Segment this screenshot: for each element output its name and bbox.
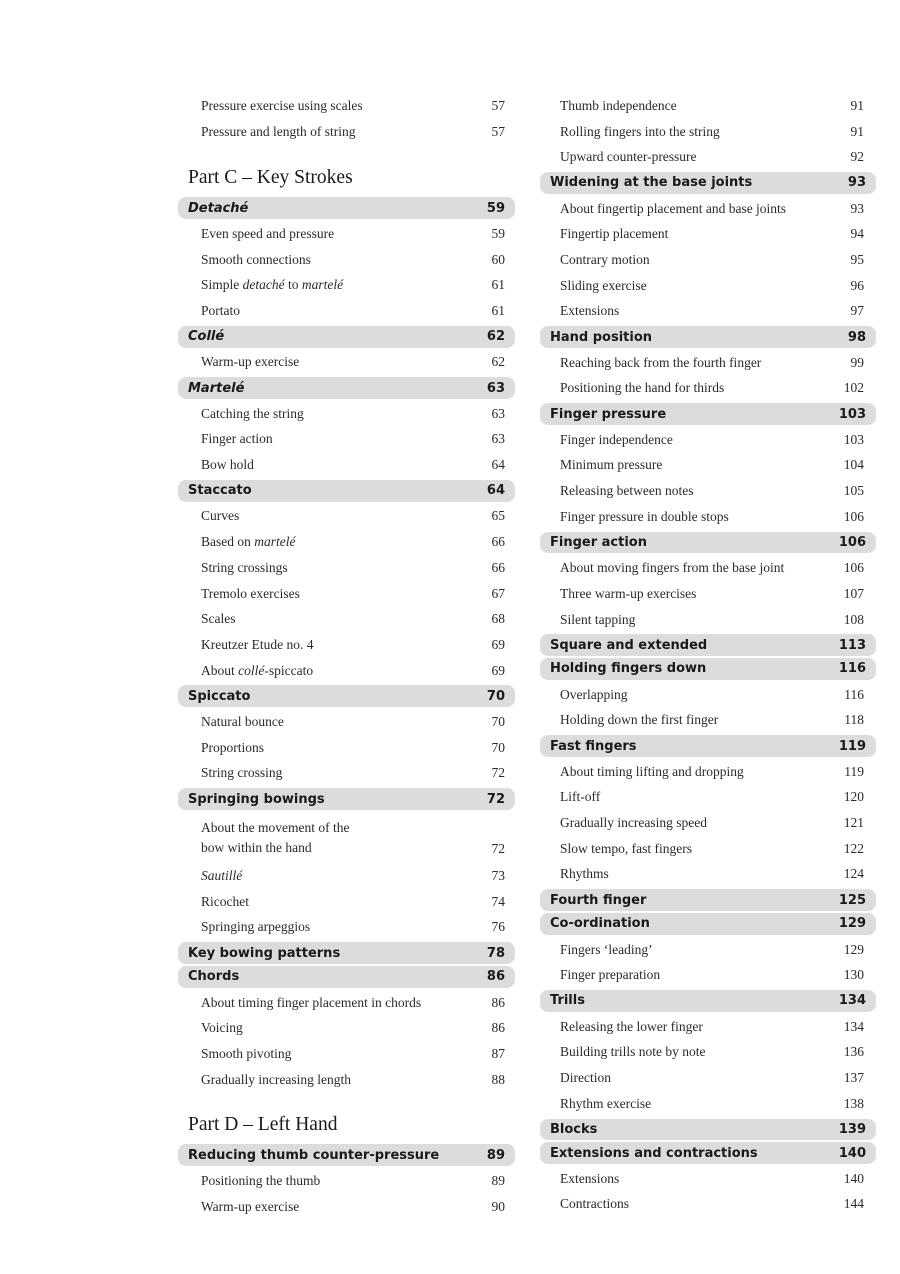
toc-title-italic: martelé xyxy=(254,534,296,550)
toc-title: Key bowing patterns xyxy=(188,945,341,961)
toc-page-number: 103 xyxy=(838,406,866,422)
toc-page-number: 59 xyxy=(491,225,505,241)
toc-entry[interactable] xyxy=(178,93,515,119)
toc-page-number: 68 xyxy=(491,611,505,627)
toc-title: Spiccato xyxy=(188,688,251,704)
toc-title: Minimum pressure xyxy=(560,457,663,473)
toc-entry[interactable] xyxy=(540,1014,876,1040)
toc-title: Smooth connections xyxy=(201,251,311,267)
toc-entry[interactable] xyxy=(178,1041,515,1067)
toc-page-number: 144 xyxy=(843,1196,864,1212)
toc-page-number: 97 xyxy=(850,303,864,319)
toc-title-italic: Sautillé xyxy=(201,868,243,884)
toc-title: Gradually increasing length xyxy=(201,1071,351,1087)
toc-title: Square and extended xyxy=(550,637,708,653)
toc-title: Three warm-up exercises xyxy=(560,585,697,601)
toc-page-number: 86 xyxy=(486,969,505,985)
toc-page-number: 59 xyxy=(486,200,505,216)
toc-entry[interactable] xyxy=(178,632,515,658)
toc-section-header[interactable] xyxy=(178,377,515,399)
toc-title: Staccato xyxy=(188,483,252,499)
toc-page-number: 69 xyxy=(491,662,505,678)
toc-page-number: 57 xyxy=(491,123,505,139)
toc-entry[interactable] xyxy=(178,401,515,427)
toc-page-number: 61 xyxy=(491,277,505,293)
toc-page-number: 70 xyxy=(491,739,505,755)
toc-title: Extensions and contractions xyxy=(550,1145,758,1161)
toc-entry[interactable] xyxy=(540,196,876,222)
toc-entry[interactable] xyxy=(540,221,876,247)
toc-title: Finger pressure in double stops xyxy=(560,508,729,524)
toc-title xyxy=(201,868,242,884)
toc-title-part: -spiccato xyxy=(264,662,314,678)
toc-page-number: 113 xyxy=(838,637,866,653)
toc-page-number: 106 xyxy=(843,508,864,524)
toc-title: Gradually increasing speed xyxy=(560,815,707,831)
toc-title: Finger pressure xyxy=(550,406,667,422)
toc-entry[interactable] xyxy=(540,937,876,963)
toc-page-number: 106 xyxy=(843,560,864,576)
toc-section-header[interactable] xyxy=(178,942,515,964)
toc-page-number: 104 xyxy=(843,457,864,473)
toc-entry[interactable] xyxy=(178,298,515,324)
toc-page-number: 134 xyxy=(838,993,866,1009)
toc-entry[interactable] xyxy=(178,427,515,453)
toc-page-number: 125 xyxy=(838,892,866,908)
toc-page-number: 89 xyxy=(486,1147,505,1163)
toc-section-header[interactable] xyxy=(178,966,515,988)
toc-page-number: 137 xyxy=(843,1069,864,1085)
toc-entry[interactable] xyxy=(540,1166,876,1192)
toc-page-number: 73 xyxy=(491,868,505,884)
toc-entry[interactable] xyxy=(178,735,515,761)
toc-title: Rolling fingers into the string xyxy=(560,123,720,139)
toc-section-header[interactable] xyxy=(540,1142,876,1164)
toc-title-italic: collé xyxy=(238,662,265,678)
toc-title-part: Simple xyxy=(201,277,243,293)
toc-page-number: 88 xyxy=(491,1071,505,1087)
toc-entry[interactable] xyxy=(540,962,876,988)
toc-page-number: 116 xyxy=(838,661,866,677)
toc-entry[interactable] xyxy=(178,221,515,247)
toc-entry[interactable] xyxy=(540,581,876,607)
toc-title: Widening at the base joints xyxy=(550,175,753,191)
toc-entry[interactable] xyxy=(540,1192,876,1218)
toc-section-header[interactable] xyxy=(540,889,876,911)
toc-title: Co-ordination xyxy=(550,916,650,932)
toc-section-header[interactable] xyxy=(540,990,876,1012)
toc-title-italic: detaché xyxy=(242,277,285,293)
toc-page-number: 64 xyxy=(486,483,505,499)
toc-entry[interactable] xyxy=(540,273,876,299)
toc-page-number: 129 xyxy=(843,941,864,957)
toc-page-number: 76 xyxy=(491,919,505,935)
toc-title: Sliding exercise xyxy=(560,277,647,293)
toc-entry[interactable] xyxy=(540,836,876,862)
toc-page-number: 60 xyxy=(491,251,505,267)
toc-page-number: 105 xyxy=(843,483,864,499)
toc-page-number: 63 xyxy=(486,380,505,396)
toc-title: Pressure exercise using scales xyxy=(201,97,363,113)
toc-title: Portato xyxy=(201,302,240,318)
toc-title: Pressure and length of string xyxy=(201,123,356,139)
toc-entry[interactable] xyxy=(540,144,876,170)
toc-section-header[interactable] xyxy=(178,480,515,502)
toc-title: Warm-up exercise xyxy=(201,354,300,370)
toc-page-number: 140 xyxy=(838,1145,866,1161)
toc-page-number: 129 xyxy=(838,916,866,932)
toc-title-italic: martelé xyxy=(301,277,344,293)
toc-title-part: Based on xyxy=(201,534,255,550)
toc-page-number: 106 xyxy=(838,535,866,551)
toc-title: Holding down the first finger xyxy=(560,712,719,728)
toc-page-number: 134 xyxy=(843,1018,864,1034)
toc-entry[interactable] xyxy=(178,889,515,915)
toc-title-line: About the movement of the xyxy=(201,819,350,835)
toc-page-number: 99 xyxy=(850,354,864,370)
toc-title: About timing lifting and dropping xyxy=(560,763,744,779)
toc-entry[interactable] xyxy=(540,862,876,888)
toc-title: Even speed and pressure xyxy=(201,225,335,241)
toc-entry[interactable] xyxy=(540,453,876,479)
toc-title: Releasing between notes xyxy=(560,483,694,499)
toc-entry[interactable] xyxy=(178,606,515,632)
toc-title: Finger action xyxy=(550,535,647,551)
toc-page-number: 116 xyxy=(844,686,864,702)
toc-entry[interactable] xyxy=(540,1091,876,1117)
toc-title: Curves xyxy=(201,508,240,524)
toc-page-number: 70 xyxy=(486,688,505,704)
toc-title: String crossings xyxy=(201,559,288,575)
toc-section-header[interactable] xyxy=(178,1144,515,1166)
toc-title: Scales xyxy=(201,611,236,627)
toc-entry[interactable] xyxy=(178,529,515,555)
toc-title: Thumb independence xyxy=(560,97,677,113)
toc-page-number: 62 xyxy=(491,354,505,370)
toc-title: Catching the string xyxy=(201,405,304,421)
toc-title: Contrary motion xyxy=(560,251,650,267)
toc-page-number: 86 xyxy=(491,1020,505,1036)
toc-entry[interactable] xyxy=(178,1067,515,1093)
toc-title xyxy=(201,534,296,550)
toc-page-number: 138 xyxy=(843,1095,864,1111)
toc-title: String crossing xyxy=(201,765,283,781)
toc-page-number: 92 xyxy=(850,149,864,165)
toc-page-number: 95 xyxy=(850,251,864,267)
toc-section-header[interactable] xyxy=(178,326,515,348)
toc-page-number: 63 xyxy=(491,405,505,421)
toc-entry[interactable] xyxy=(540,759,876,785)
toc-page-number: 130 xyxy=(843,967,864,983)
part-title: Part C – Key Strokes xyxy=(188,167,353,189)
toc-title: Extensions xyxy=(560,303,620,319)
toc-entry[interactable] xyxy=(540,708,876,734)
toc-title: Finger independence xyxy=(560,431,673,447)
toc-entry[interactable] xyxy=(540,247,876,273)
toc-title: Springing arpeggios xyxy=(201,919,311,935)
toc-title: Bow hold xyxy=(201,457,254,473)
toc-title-line: bow within the hand xyxy=(201,839,312,855)
toc-page-number: 66 xyxy=(491,534,505,550)
toc-left-column xyxy=(178,93,515,1220)
toc-title: Springing bowings xyxy=(188,791,325,807)
toc-title: Natural bounce xyxy=(201,713,284,729)
toc-title: Building trills note by note xyxy=(560,1044,706,1060)
toc-page-number: 98 xyxy=(847,329,866,345)
toc-title: Releasing the lower finger xyxy=(560,1018,703,1034)
toc-page-number: 139 xyxy=(838,1121,866,1137)
toc-page-number: 86 xyxy=(491,994,505,1010)
toc-page-number: 124 xyxy=(843,866,864,882)
toc-section-header[interactable] xyxy=(540,403,876,425)
toc-entry[interactable] xyxy=(540,1039,876,1065)
toc-section-header[interactable] xyxy=(540,658,876,680)
toc-title: Positioning the thumb xyxy=(201,1172,321,1188)
toc-entry[interactable] xyxy=(540,785,876,811)
toc-entry[interactable] xyxy=(540,1065,876,1091)
toc-title: Rhythm exercise xyxy=(560,1095,652,1111)
toc-title: Finger action xyxy=(201,431,273,447)
toc-title: Positioning the hand for thirds xyxy=(560,380,725,396)
toc-entry[interactable] xyxy=(540,93,876,119)
toc-section-header[interactable] xyxy=(178,197,515,219)
toc-entry[interactable] xyxy=(178,272,515,298)
toc-entry[interactable] xyxy=(540,504,876,530)
part-heading xyxy=(178,144,515,195)
toc-page-number: 107 xyxy=(843,585,864,601)
toc-entry[interactable] xyxy=(540,607,876,633)
toc-entry[interactable] xyxy=(178,863,515,889)
toc-page-number: 103 xyxy=(843,431,864,447)
toc-title: Detaché xyxy=(188,200,249,216)
toc-title: Contractions xyxy=(560,1196,629,1212)
toc-page-number: 90 xyxy=(491,1198,505,1214)
toc-title xyxy=(201,663,313,679)
toc-title: Hand position xyxy=(550,329,653,345)
part-title: Part D – Left Hand xyxy=(188,1114,338,1136)
toc-page-number: 63 xyxy=(491,431,505,447)
toc-entry[interactable] xyxy=(178,247,515,273)
toc-page-number: 119 xyxy=(844,763,864,779)
toc-entry[interactable] xyxy=(178,658,515,684)
toc-section-header[interactable] xyxy=(178,788,515,810)
toc-section-header[interactable] xyxy=(540,326,876,348)
toc-title: Reaching back from the fourth finger xyxy=(560,354,762,370)
toc-title: Fourth finger xyxy=(550,892,647,908)
toc-title: Kreutzer Etude no. 4 xyxy=(201,636,314,652)
toc-page-number: 91 xyxy=(850,97,864,113)
toc-title: Fast fingers xyxy=(550,738,637,754)
toc-title: About timing finger placement in chords xyxy=(201,994,422,1010)
toc-entry[interactable] xyxy=(178,915,515,941)
toc-title: Reducing thumb counter-pressure xyxy=(188,1147,440,1163)
toc-title: Extensions xyxy=(560,1170,620,1186)
toc-right-column xyxy=(540,93,876,1217)
toc-section-header[interactable] xyxy=(540,634,876,656)
toc-title: Direction xyxy=(560,1069,611,1085)
toc-page-number: 102 xyxy=(843,380,864,396)
toc-entry[interactable] xyxy=(540,427,876,453)
toc-entry[interactable] xyxy=(540,299,876,325)
toc-page-number: 96 xyxy=(850,277,864,293)
toc-entry[interactable] xyxy=(178,1194,515,1220)
toc-entry[interactable] xyxy=(178,812,515,863)
toc-section-header[interactable] xyxy=(178,685,515,707)
toc-page-number: 93 xyxy=(847,175,866,191)
toc-section-header[interactable] xyxy=(540,913,876,935)
toc-page-number: 62 xyxy=(486,329,505,345)
toc-page-number: 140 xyxy=(843,1170,864,1186)
toc-entry[interactable] xyxy=(540,376,876,402)
toc-entry[interactable] xyxy=(540,682,876,708)
toc-page-number: 87 xyxy=(491,1045,505,1061)
toc-section-header[interactable] xyxy=(540,532,876,554)
toc-entry[interactable] xyxy=(178,555,515,581)
toc-page-number: 108 xyxy=(843,611,864,627)
toc-title: Blocks xyxy=(550,1121,598,1137)
toc-title: Overlapping xyxy=(560,686,628,702)
toc-title-part: to xyxy=(284,277,302,293)
toc-entry[interactable] xyxy=(178,581,515,607)
toc-title: About fingertip placement and base joints xyxy=(560,200,787,216)
toc-entry[interactable] xyxy=(540,478,876,504)
toc-page-number: 72 xyxy=(491,765,505,781)
toc-title: Smooth pivoting xyxy=(201,1045,292,1061)
toc-page-number: 70 xyxy=(491,713,505,729)
toc-page-number: 93 xyxy=(850,200,864,216)
toc-title: About moving fingers from the base joint xyxy=(560,560,785,576)
toc-title xyxy=(201,818,349,858)
toc-title: Slow tempo, fast fingers xyxy=(560,840,692,856)
toc-page-number: 67 xyxy=(491,585,505,601)
toc-entry[interactable] xyxy=(540,810,876,836)
toc-entry[interactable] xyxy=(178,350,515,376)
toc-title: Tremolo exercises xyxy=(201,585,300,601)
toc-page-number: 72 xyxy=(491,841,505,857)
toc-page-number: 66 xyxy=(491,559,505,575)
toc-page-number: 136 xyxy=(843,1044,864,1060)
toc-title xyxy=(201,277,343,293)
toc-entry[interactable] xyxy=(178,709,515,735)
toc-page-number: 122 xyxy=(843,840,864,856)
toc-title: Upward counter-pressure xyxy=(560,149,697,165)
toc-entry[interactable] xyxy=(178,1168,515,1194)
toc-entry[interactable] xyxy=(178,1015,515,1041)
toc-page-number: 69 xyxy=(491,636,505,652)
toc-title: Rhythms xyxy=(560,866,609,882)
toc-title: Voicing xyxy=(201,1020,243,1036)
toc-page-number: 119 xyxy=(838,738,866,754)
toc-entry[interactable] xyxy=(540,350,876,376)
toc-entry[interactable] xyxy=(178,504,515,530)
toc-title: Proportions xyxy=(201,739,265,755)
toc-title: Collé xyxy=(188,329,225,345)
part-heading xyxy=(178,1092,515,1142)
toc-page-number: 74 xyxy=(491,893,505,909)
toc-title: Martelé xyxy=(188,380,245,396)
toc-entry[interactable] xyxy=(178,452,515,478)
toc-page-number: 72 xyxy=(486,791,505,807)
toc-title: Holding fingers down xyxy=(550,661,707,677)
toc-title: Fingers ‘leading’ xyxy=(560,941,653,957)
toc-page-number: 121 xyxy=(843,815,864,831)
toc-entry[interactable] xyxy=(178,761,515,787)
toc-page-number: 61 xyxy=(491,302,505,318)
toc-title: Silent tapping xyxy=(560,611,636,627)
toc-page-number: 78 xyxy=(486,945,505,961)
toc-page-number: 65 xyxy=(491,508,505,524)
toc-title: Fingertip placement xyxy=(560,226,669,242)
toc-title-part: About xyxy=(201,662,239,678)
toc-entry[interactable] xyxy=(178,119,515,145)
toc-page-number: 94 xyxy=(850,226,864,242)
toc-entry[interactable] xyxy=(540,555,876,581)
toc-page-number: 57 xyxy=(491,97,505,113)
toc-entry[interactable] xyxy=(178,990,515,1016)
toc-entry[interactable] xyxy=(540,119,876,145)
toc-section-header[interactable] xyxy=(540,1119,876,1141)
toc-title: Finger preparation xyxy=(560,967,661,983)
toc-title: Ricochet xyxy=(201,893,249,909)
toc-page-number: 118 xyxy=(844,712,864,728)
toc-title: Trills xyxy=(550,993,585,1009)
toc-page-number: 91 xyxy=(850,123,864,139)
toc-page-number: 89 xyxy=(491,1172,505,1188)
toc-title: Warm-up exercise xyxy=(201,1198,300,1214)
toc-section-header[interactable] xyxy=(540,735,876,757)
toc-section-header[interactable] xyxy=(540,172,876,194)
toc-page-number: 120 xyxy=(843,789,864,805)
toc-title: Lift-off xyxy=(560,789,601,805)
toc-page-number: 64 xyxy=(491,457,505,473)
toc-title: Chords xyxy=(188,969,240,985)
